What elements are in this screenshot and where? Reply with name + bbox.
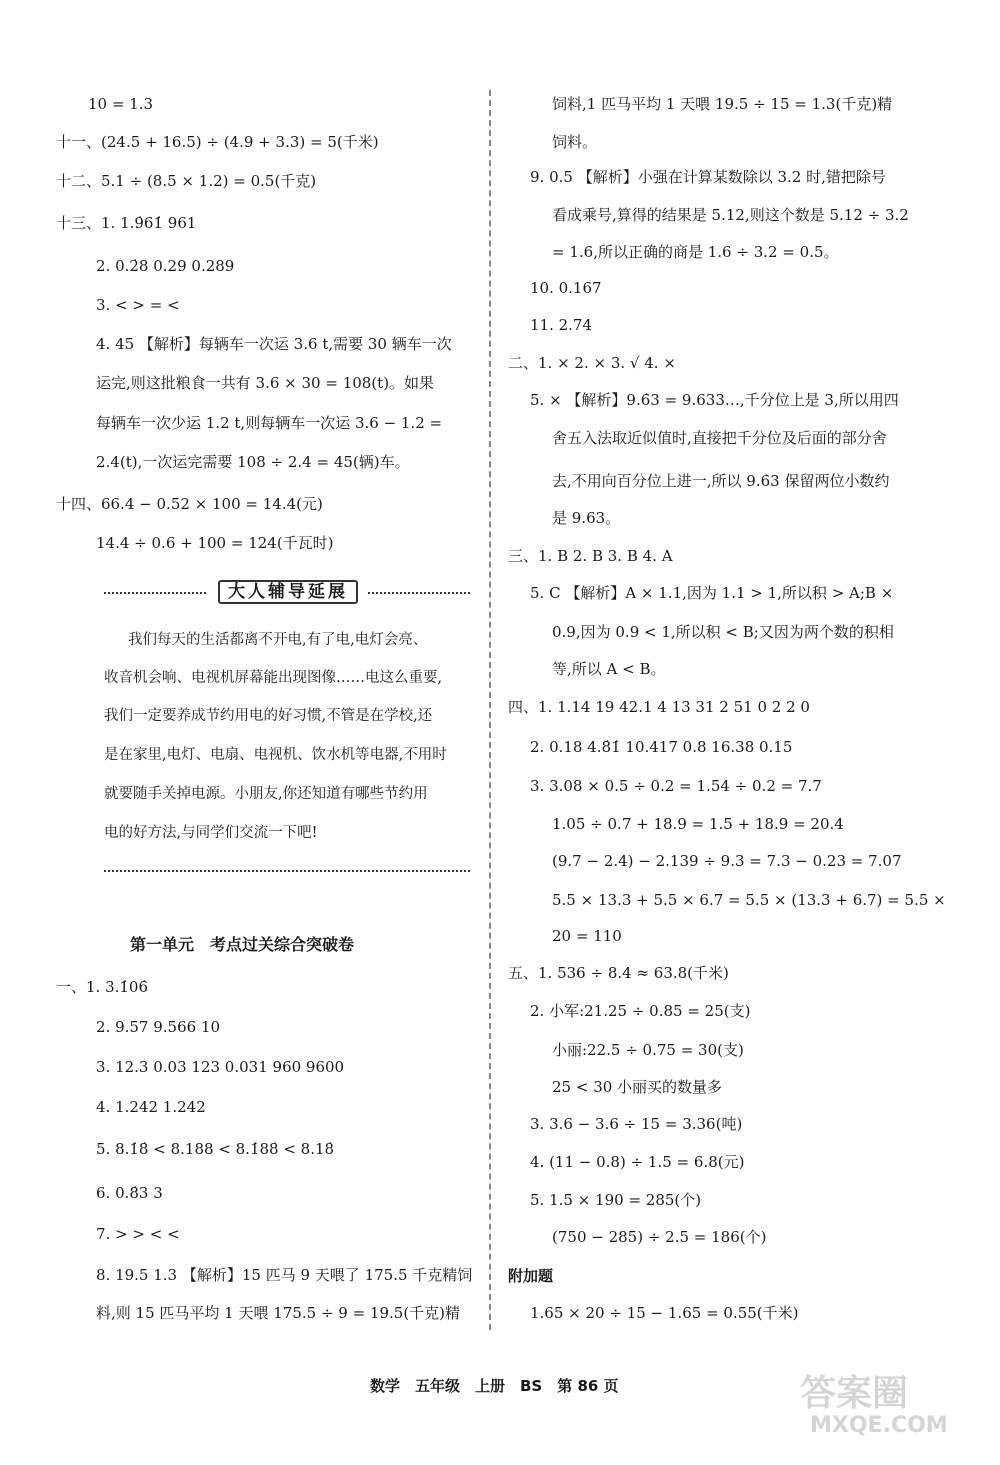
text-line: 25 < 30 小丽买的数量多 bbox=[552, 1078, 723, 1096]
text-line: 3. < > = < bbox=[96, 296, 180, 314]
text-line: 十二、5.1 ÷ (8.5 × 1.2) = 0.5(千克) bbox=[56, 172, 317, 190]
column-divider bbox=[489, 90, 491, 1330]
text-line: 5. × 【解析】9.6̇3 = 9.633…,千分位上是 3,所以用四 bbox=[530, 391, 899, 409]
text-line: 2. 9.57 9.566 10 bbox=[96, 1018, 221, 1036]
bonus-heading: 附加题 bbox=[508, 1267, 554, 1285]
text-line: (9.7 − 2.4) − 2.139 ÷ 9.3 = 7.3 − 0.23 = 7.07 bbox=[552, 852, 902, 870]
text-line: 20 = 110 bbox=[552, 927, 622, 945]
text-line: 4. 45 【解析】每辆车一次运 3.6 t,需要 30 辆车一次 bbox=[96, 335, 452, 353]
text-line: 5. 8.1̇8̇ < 8.188 < 8.1̇88̇ < 8.18̇ bbox=[96, 1140, 335, 1158]
text-line: 3. 3.6 − 3.6 ÷ 15 = 3.36(吨) bbox=[530, 1115, 743, 1133]
text-line: 十一、(24.5 + 16.5) ÷ (4.9 + 3.3) = 5(千米) bbox=[56, 133, 379, 151]
text-line: = 1.6,所以正确的商是 1.6 ÷ 3.2 = 0.5。 bbox=[552, 243, 839, 261]
box-bottom-rule bbox=[104, 870, 470, 872]
box-text-line: 我们每天的生活都离不开电,有了电,电灯会亮、 bbox=[128, 632, 428, 648]
text-line: (750 − 285) ÷ 2.5 = 186(个) bbox=[552, 1228, 767, 1246]
text-line: 每辆车一次少运 1.2 t,则每辆车一次运 3.6 − 1.2 = bbox=[96, 414, 443, 432]
text-line: 2. 0.18 4.8̇1̇ 10.417 0.8 16.38 0.15 bbox=[530, 738, 793, 756]
text-line: 5. 1.5 × 190 = 285(个) bbox=[530, 1191, 702, 1209]
watermark-logo bbox=[770, 1365, 980, 1445]
text-line: 一、1. 3.1̇06̇ bbox=[56, 978, 149, 996]
text-line: 2. 0.2̇8 0.29 0.289 bbox=[96, 257, 235, 275]
text-line: 3. 3.08 × 0.5 ÷ 0.2 = 1.54 ÷ 0.2 = 7.7 bbox=[530, 777, 822, 795]
text-line: 等,所以 A < B。 bbox=[552, 660, 666, 678]
text-line: 饲料。 bbox=[552, 133, 598, 151]
text-line: 料,则 15 匹马平均 1 天喂 175.5 ÷ 9 = 19.5(千克)精 bbox=[96, 1304, 461, 1322]
text-line: 看成乘号,算得的结果是 5.12,则这个数是 5.12 ÷ 3.2 bbox=[552, 206, 909, 224]
text-line: 去,不用向百分位上进一,所以 9.6̇3 保留两位小数约 bbox=[552, 472, 890, 490]
text-line: 0.9,因为 0.9 < 1,所以积 < B;又因为两个数的积相 bbox=[552, 623, 894, 641]
text-line: 二、1. × 2. × 3. √ 4. × bbox=[508, 354, 676, 372]
text-line: 4. (11 − 0.8) ÷ 1.5 = 6.8(元) bbox=[530, 1153, 745, 1171]
text-line: 十四、66.4 − 0.52 × 100 = 14.4(元) bbox=[56, 495, 323, 513]
text-line: 10. 0.167 bbox=[530, 279, 602, 297]
text-line: 3. 12.3 0.03 123 0.031 960 9600 bbox=[96, 1058, 345, 1076]
text-line: 2. 小军:21.25 ÷ 0.85 = 25(支) bbox=[530, 1002, 751, 1020]
text-line: 1.05 ÷ 0.7 + 18.9 = 1.5 + 18.9 = 20.4 bbox=[552, 815, 844, 833]
text-line: 四、1. 1.14 19 42.1 4 13 31 2 51 0 2 2 0 bbox=[508, 698, 810, 716]
text-line: 十三、1. 1.9̇61̇ 961 bbox=[56, 214, 197, 232]
text-line: 运完,则这批粮食一共有 3.6 × 30 = 108(t)。如果 bbox=[96, 374, 435, 392]
watermark-bottom-text: MXQE.COM bbox=[810, 1413, 948, 1438]
box-text-line: 收音机会响、电视机屏幕能出现图像……电这么重要, bbox=[104, 670, 443, 686]
text-line: 6. 0.8̇3 3 bbox=[96, 1184, 163, 1202]
page-footer: 数学 五年级 上册 BS 第 86 页 bbox=[370, 1377, 619, 1395]
text-line: 饲料,1 匹马平均 1 天喂 19.5 ÷ 15 = 1.3(千克)精 bbox=[552, 95, 893, 113]
text-line: 是 9.63。 bbox=[552, 509, 621, 527]
watermark-top-text: 答案圈 bbox=[800, 1373, 909, 1414]
text-line: 小丽:22.5 ÷ 0.75 = 30(支) bbox=[552, 1041, 744, 1059]
text-line: 9. 0.5 【解析】小强在计算某数除以 3.2 时,错把除号 bbox=[530, 168, 886, 186]
box-title-text: 大人辅导延展 bbox=[218, 580, 358, 604]
text-line: 1.65 × 20 ÷ 15 − 1.65 = 0.55(千米) bbox=[530, 1304, 799, 1322]
text-line: 7. > > < < bbox=[96, 1225, 180, 1243]
box-title bbox=[208, 580, 368, 604]
text-line: 14.4 ÷ 0.6 + 100 = 124(千瓦时) bbox=[96, 534, 334, 552]
box-text-line: 就要随手关掉电源。小朋友,你还知道有哪些节约用 bbox=[104, 786, 428, 802]
box-text-line: 我们一定要养成节约用电的好习惯,不管是在学校,还 bbox=[104, 708, 433, 724]
text-line: 5. C 【解析】A × 1.1,因为 1.1 > 1,所以积 > A;B × bbox=[530, 584, 894, 602]
text-line: 三、1. B 2. B 3. B 4. A bbox=[508, 547, 673, 565]
text-line: 8. 19.5 1.3 【解析】15 匹马 9 天喂了 175.5 千克精饲 bbox=[96, 1266, 473, 1284]
box-text-line: 电的好方法,与同学们交流一下吧! bbox=[104, 825, 318, 841]
text-line: 2.4(t),一次运完需要 108 ÷ 2.4 = 45(辆)车。 bbox=[96, 453, 410, 471]
text-line: 舍五入法取近似值时,直接把千分位及后面的部分舍 bbox=[552, 429, 887, 447]
section-title: 第一单元 考点过关综合突破卷 bbox=[130, 935, 355, 954]
text-line: 11. 2.74 bbox=[530, 316, 593, 334]
text-line: 4. 1.242 1.242 bbox=[96, 1098, 206, 1116]
box-text-line: 是在家里,电灯、电扇、电视机、饮水机等电器,不用时 bbox=[104, 747, 447, 763]
text-line: 五、1. 536 ÷ 8.4 ≈ 63.8(千米) bbox=[508, 964, 729, 982]
text-line: 10 = 1.3 bbox=[88, 95, 154, 113]
text-line: 5.5 × 13.3 + 5.5 × 6.7 = 5.5 × (13.3 + 6.7) = 5.5 × bbox=[552, 891, 946, 909]
